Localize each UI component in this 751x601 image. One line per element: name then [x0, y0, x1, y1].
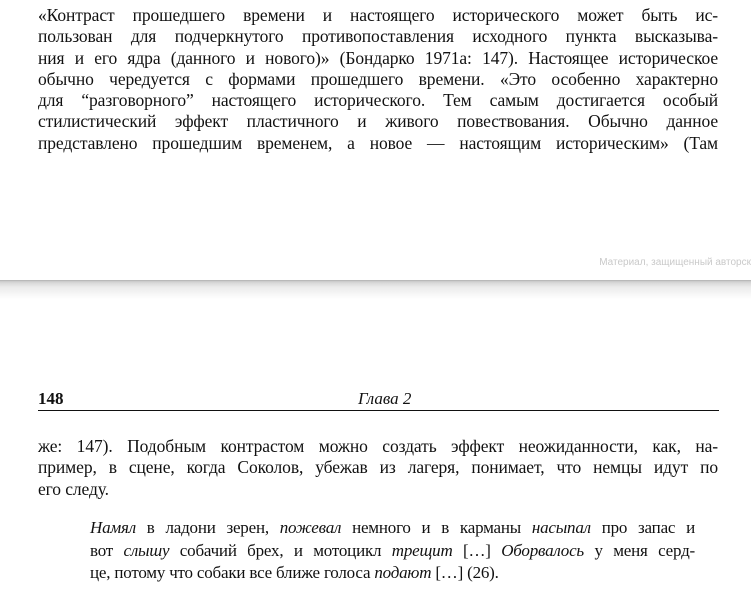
- quote-text: немного и в карманы: [341, 518, 532, 537]
- text-line: пример, в сцене, когда Соколов, убежав из лагеря, понимает, что немцы идут по: [38, 457, 718, 478]
- page-divider: [0, 280, 751, 299]
- text-line: «Контраст прошедшего времени и настоящего исторического может быть ис-: [38, 5, 718, 25]
- quote-text: […]: [452, 540, 502, 560]
- body-paragraph: [38, 436, 718, 500]
- header-rule: [38, 410, 719, 411]
- quote-line: [90, 517, 695, 540]
- highlighted-verb: насыпал: [531, 518, 591, 537]
- quote-line: [90, 540, 695, 563]
- running-header: [38, 389, 718, 411]
- text-line: стилистический эффект пластичного и живого повествования. Обычно данное: [38, 111, 718, 132]
- text-line: ния и его ядра (данного и нового)» (Бондарко 1971а: 147). Настоящее историческое: [38, 47, 718, 68]
- quote-text: собачий брех, и мотоцикл: [169, 540, 392, 560]
- text-line: для “разговорного” настоящего исторического. Тем самым достигается особый: [38, 90, 718, 111]
- quote-text: у меня серд-: [583, 540, 695, 560]
- quote-text: вот: [90, 540, 124, 560]
- upper-page: [0, 0, 751, 280]
- quote-text: […] (26).: [431, 563, 499, 582]
- text-line: обычно чередуется с формами прошедшего времени. «Это особенно характерно: [38, 68, 718, 89]
- copyright-watermark: Материал, защищенный авторск: [599, 257, 751, 268]
- highlighted-verb: Намял: [90, 518, 136, 537]
- text-line: его следу.: [38, 478, 109, 499]
- quote-text: про запас и: [590, 518, 695, 537]
- highlighted-verb: Оборвалось: [501, 540, 584, 560]
- text-line: пользован для подчеркнутого противопоставления исходного пункта высказыва-: [38, 26, 718, 47]
- continued-paragraph: [38, 5, 718, 154]
- quote-text: в ладони зерен,: [135, 518, 280, 537]
- chapter-title: Глава 2: [358, 389, 412, 408]
- quotation-block: [90, 517, 695, 585]
- text-line: представлено прошедшим временем, а новое — настоящим историческим» (Там: [38, 132, 718, 153]
- highlighted-verb: пожевал: [279, 518, 342, 537]
- page-number: 148: [38, 389, 64, 408]
- text-line: же: 147). Подобным контрастом можно создать эффект неожиданности, как, на-: [38, 436, 718, 456]
- highlighted-verb: подают: [374, 563, 432, 582]
- highlighted-verb: слышу: [123, 540, 170, 560]
- highlighted-verb: трещит: [391, 540, 453, 560]
- quote-line: [90, 562, 695, 585]
- quote-text: це, потому что собаки все ближе голоса: [90, 563, 375, 582]
